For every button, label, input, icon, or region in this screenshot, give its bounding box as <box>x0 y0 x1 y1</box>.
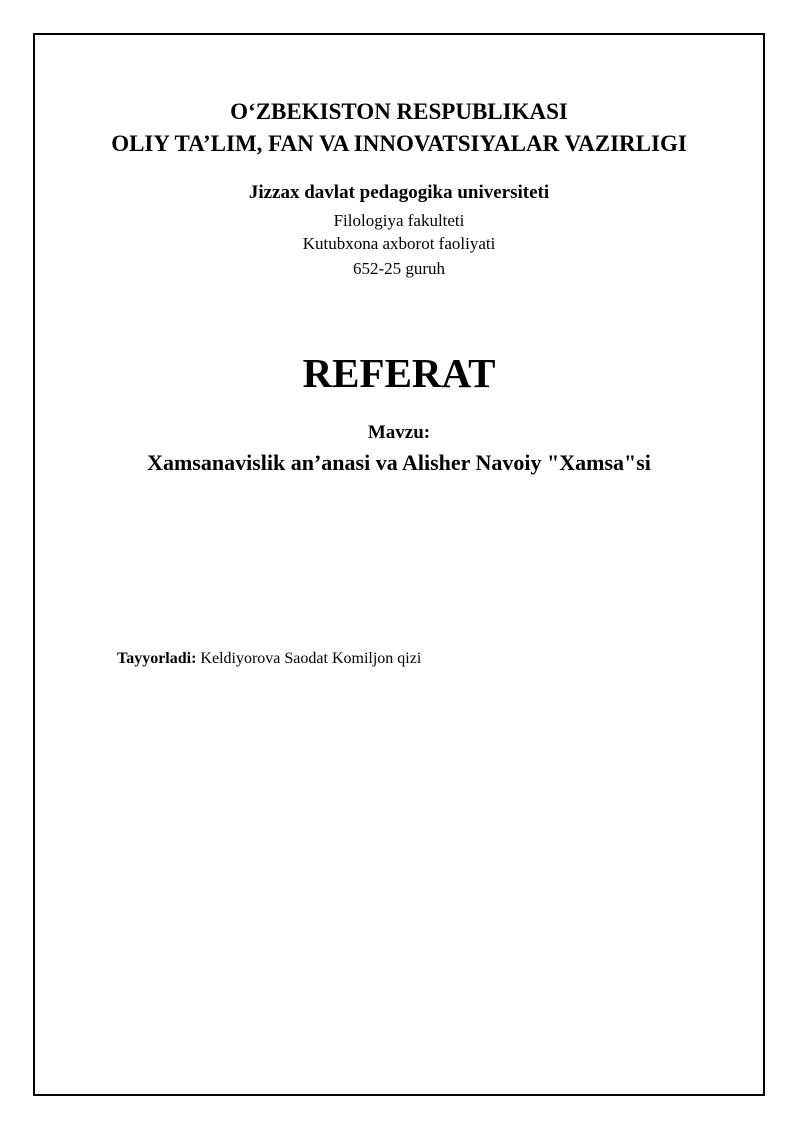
topic-label: Mavzu: <box>367 422 431 443</box>
department-name: Kutubxona axborot faoliyati <box>302 234 496 253</box>
ministry-heading: OLIY TA’LIM, FAN VA INNOVATSIYALAR VAZIRLIGI <box>111 131 687 156</box>
topic-title: Xamsanavislik an’anasi va Alisher Navoiy "Xamsa"si <box>147 450 651 475</box>
author-line <box>117 650 421 668</box>
faculty-name: Filologiya fakulteti <box>333 211 465 230</box>
page-border <box>33 33 765 1096</box>
author-name: Keldiyorova Saodat Komiljon qizi <box>200 650 422 667</box>
university-name: Jizzax davlat pedagogika universiteti <box>248 182 550 203</box>
author-label: Tayyorladi: <box>117 650 197 667</box>
republic-heading: O‘ZBEKISTON RESPUBLIKASI <box>230 99 568 124</box>
document-type-title: REFERAT <box>302 350 496 396</box>
group-number: 652-25 guruh <box>352 259 446 278</box>
